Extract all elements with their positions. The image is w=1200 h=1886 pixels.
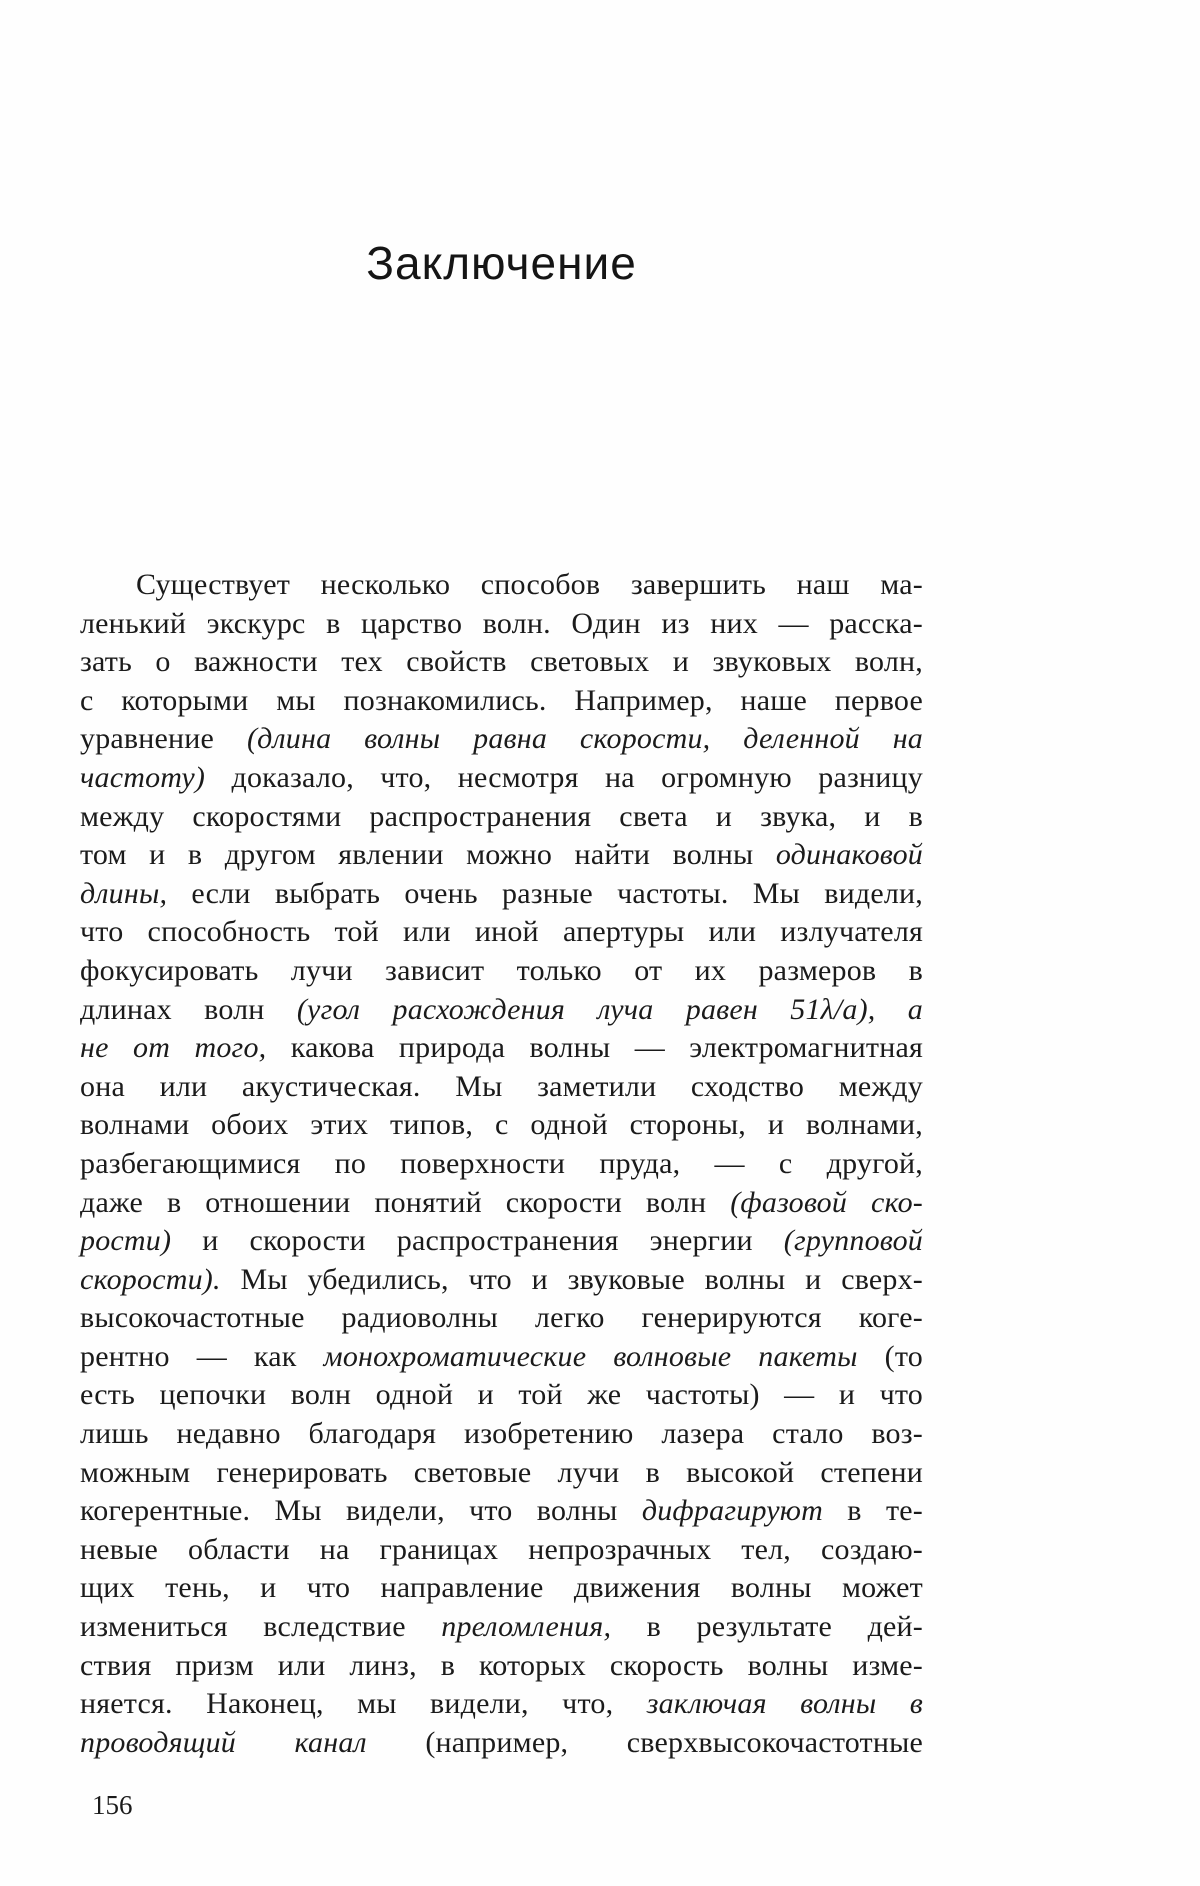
italic-run: преломления, bbox=[441, 1610, 612, 1644]
text-line bbox=[80, 875, 923, 914]
text-run: фокусировать лучи зависит только от их размеров в bbox=[80, 953, 923, 987]
text-run: ствия призм или линз, в которых скорость волны изме- bbox=[80, 1648, 923, 1682]
text-line bbox=[80, 1415, 923, 1454]
text-run: какова природа волны — электромагнитная bbox=[266, 1031, 923, 1065]
text-line bbox=[80, 1647, 923, 1686]
text-line bbox=[80, 1299, 923, 1338]
text-line bbox=[80, 605, 923, 644]
italic-run: монохроматические волновые пакеты bbox=[323, 1339, 858, 1373]
text-line bbox=[80, 720, 923, 759]
text-line bbox=[80, 1184, 923, 1223]
text-line bbox=[80, 1492, 923, 1531]
text-line bbox=[80, 1608, 923, 1647]
italic-run: (длина волны равна скорости, деленной на bbox=[246, 722, 923, 756]
text-run: измениться вследствие bbox=[80, 1610, 442, 1644]
text-line bbox=[80, 1106, 923, 1145]
text-run: между скоростями распространения света и звука, и в bbox=[80, 799, 923, 833]
text-run: (например, сверхвысокочастотные bbox=[425, 1725, 923, 1759]
text-line bbox=[80, 1222, 923, 1261]
text-line bbox=[80, 1068, 923, 1107]
text-line bbox=[80, 759, 923, 798]
italic-run: дифрагируют bbox=[641, 1494, 823, 1528]
italic-run: (угол расхождения луча равен 51λ/а), а bbox=[296, 992, 923, 1026]
text-run: (то bbox=[857, 1339, 923, 1373]
text-run: даже в отношении понятий скорости волн bbox=[80, 1185, 731, 1219]
italic-run: (групповой bbox=[783, 1224, 923, 1258]
text-line bbox=[80, 1029, 923, 1068]
text-line bbox=[80, 1376, 923, 1415]
text-run: и скорости распространения энергии bbox=[171, 1224, 784, 1258]
text-run: можным генерировать световые лучи в высокой степени bbox=[80, 1455, 923, 1489]
text-run: в результате дей- bbox=[611, 1610, 923, 1644]
text-run: Мы убедились, что и звуковые волны и сверх- bbox=[220, 1262, 923, 1296]
text-line bbox=[80, 1724, 923, 1763]
text-line bbox=[80, 1261, 923, 1300]
text-run: что способность той или иной апертуры или излучателя bbox=[80, 915, 923, 949]
text-run: ленький экскурс в царство волн. Один из них — расска- bbox=[80, 606, 923, 640]
text-run: с которыми мы познакомились. Например, наше первое bbox=[80, 683, 923, 717]
text-run: разбегающимися по поверхности пруда, — с другой, bbox=[80, 1146, 923, 1180]
italic-run: скорости). bbox=[80, 1262, 221, 1296]
text-line bbox=[80, 991, 923, 1030]
text-run: есть цепочки волн одной и той же частоты) — и что bbox=[80, 1378, 923, 1412]
text-run: если выбрать очень разные частоты. Мы видели, bbox=[167, 876, 923, 910]
paragraph bbox=[80, 566, 923, 1762]
text-line bbox=[80, 1145, 923, 1184]
text-run: том и в другом явлении можно найти волны bbox=[80, 838, 776, 872]
text-line bbox=[80, 682, 923, 721]
italic-run: (фазовой ско- bbox=[730, 1185, 923, 1219]
text-line bbox=[80, 913, 923, 952]
text-run: уравнение bbox=[80, 722, 247, 756]
text-line bbox=[80, 1569, 923, 1608]
text-line bbox=[80, 836, 923, 875]
italic-run: одинаковой bbox=[775, 838, 923, 872]
text-run: рентно — как bbox=[80, 1339, 324, 1373]
text-run: зать о важности тех свойств световых и звуковых волн, bbox=[80, 645, 923, 679]
text-line bbox=[80, 1338, 923, 1377]
text-run: в те- bbox=[822, 1494, 923, 1528]
italic-run: длины, bbox=[80, 876, 168, 910]
text-line bbox=[80, 643, 923, 682]
italic-run: заключая волны в bbox=[646, 1687, 923, 1721]
text-run: она или акустическая. Мы заметили сходство между bbox=[80, 1069, 923, 1103]
text-run: Существует несколько способов завершить наш ма- bbox=[136, 568, 923, 601]
text-run: лишь недавно благодаря изобретению лазера стало воз- bbox=[80, 1417, 923, 1451]
text-run: няется. Наконец, мы видели, что, bbox=[80, 1687, 647, 1721]
text-line bbox=[80, 952, 923, 991]
italic-run: частоту) bbox=[80, 760, 206, 794]
text-run: доказало, что, несмотря на огромную разницу bbox=[205, 760, 923, 794]
text-line bbox=[80, 1685, 923, 1724]
italic-run: проводящий канал bbox=[80, 1725, 426, 1759]
italic-run: рости) bbox=[80, 1224, 172, 1258]
text-run: невые области на границах непрозрачных тел, создаю- bbox=[80, 1532, 923, 1566]
text-line bbox=[80, 798, 923, 837]
text-run: волнами обоих этих типов, с одной стороны, и волнами, bbox=[80, 1108, 923, 1142]
text-run: высокочастотные радиоволны легко генерируются коге- bbox=[80, 1301, 923, 1335]
text-line bbox=[80, 566, 923, 605]
text-run: щих тень, и что направление движения волны может bbox=[80, 1571, 923, 1605]
chapter-title: Заключение bbox=[366, 237, 637, 289]
text-run: длинах волн bbox=[80, 992, 297, 1026]
text-run: когерентные. Мы видели, что волны bbox=[80, 1494, 642, 1528]
text-line bbox=[80, 1454, 923, 1493]
page-number: 156 bbox=[92, 1790, 133, 1820]
text-line bbox=[80, 1531, 923, 1570]
italic-run: не от того, bbox=[80, 1031, 267, 1065]
